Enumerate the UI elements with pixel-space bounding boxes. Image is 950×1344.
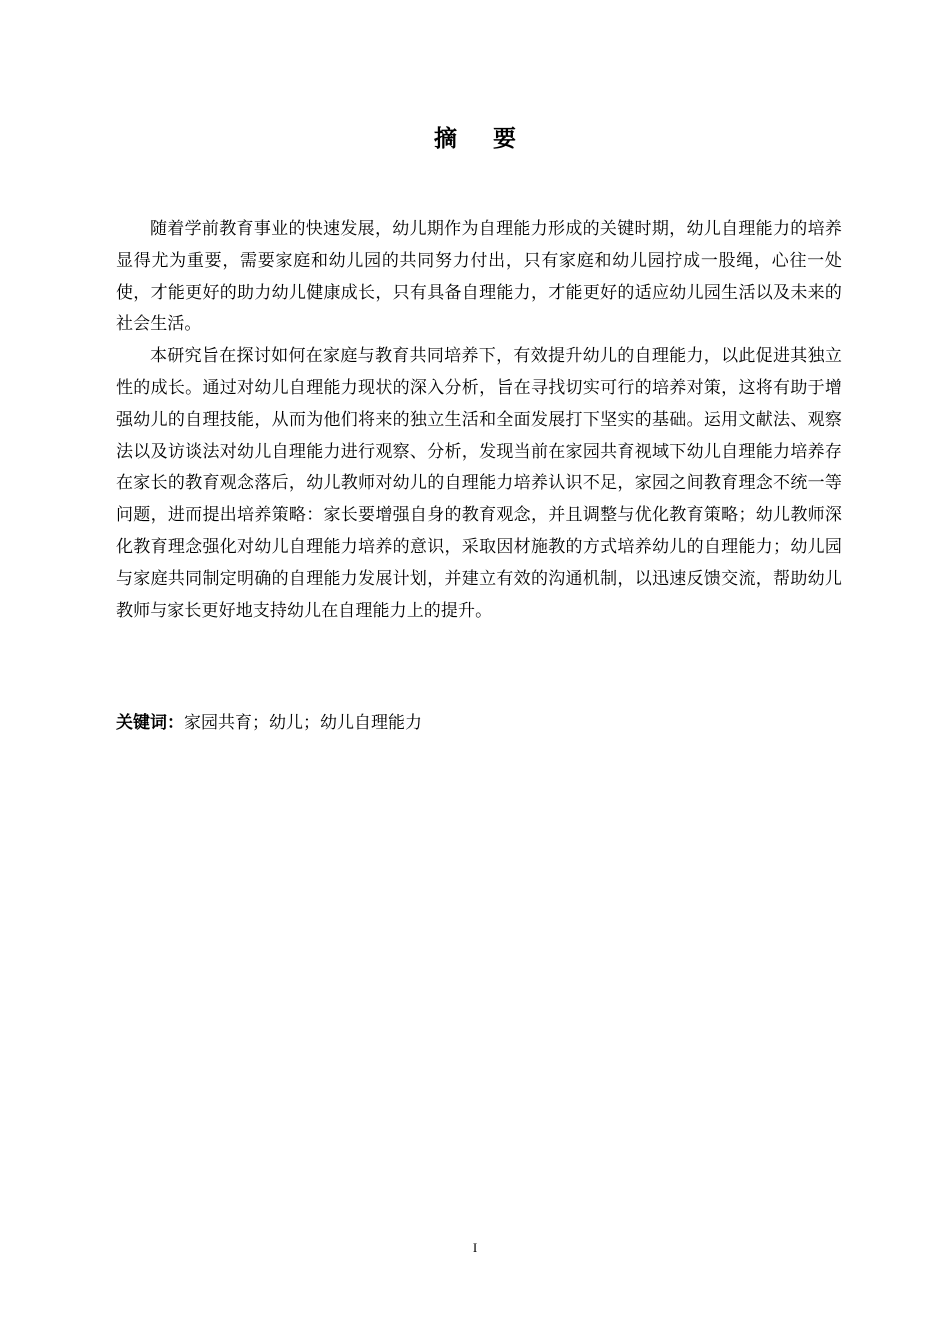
abstract-title: 摘要: [434, 126, 552, 152]
keywords-line: [116, 707, 842, 739]
keywords-value: 家园共育；幼儿；幼儿自理能力: [184, 713, 422, 733]
abstract-body: [116, 214, 842, 627]
keywords-label: 关键词：: [116, 713, 184, 733]
page-number: I: [472, 1240, 478, 1255]
abstract-paragraph-2: 本研究旨在探讨如何在家庭与教育共同培养下，有效提升幼儿的自理能力，以此促进其独立性的成长。通过对幼儿自理能力现状的深入分析，旨在寻找切实可行的培养对策，这将有助于增强幼儿的自理技能，从而为他们将来的独立生活和全面发展打下坚实的基础。运用文献法、观察法以及访谈法对幼儿自理能力进行观察、分析，发现当前在家园共育视域下幼儿自理能力培养存在家长的教育观念落后，幼儿教师对幼儿的自理能力培养认识不足，家园之间教育理念不统一等问题，进而提出培养策略：家长要增强自身的教育观念，并且调整与优化教育策略；幼儿教师深化教育理念强化对幼儿自理能力培养的意识，采取因材施教的方式培养幼儿的自理能力；幼儿园与家庭共同制定明确的自理能力发展计划，并建立有效的沟通机制，以迅速反馈交流，帮助幼儿教师与家长更好地支持幼儿在自理能力上的提升。: [116, 346, 842, 621]
abstract-paragraph-1: 随着学前教育事业的快速发展，幼儿期作为自理能力形成的关键时期，幼儿自理能力的培养显得尤为重要，需要家庭和幼儿园的共同努力付出，只有家庭和幼儿园拧成一股绳，心往一处使，才能更好的助力幼儿健康成长，只有具备自理能力，才能更好的适应幼儿园生活以及未来的社会生活。: [116, 219, 842, 335]
